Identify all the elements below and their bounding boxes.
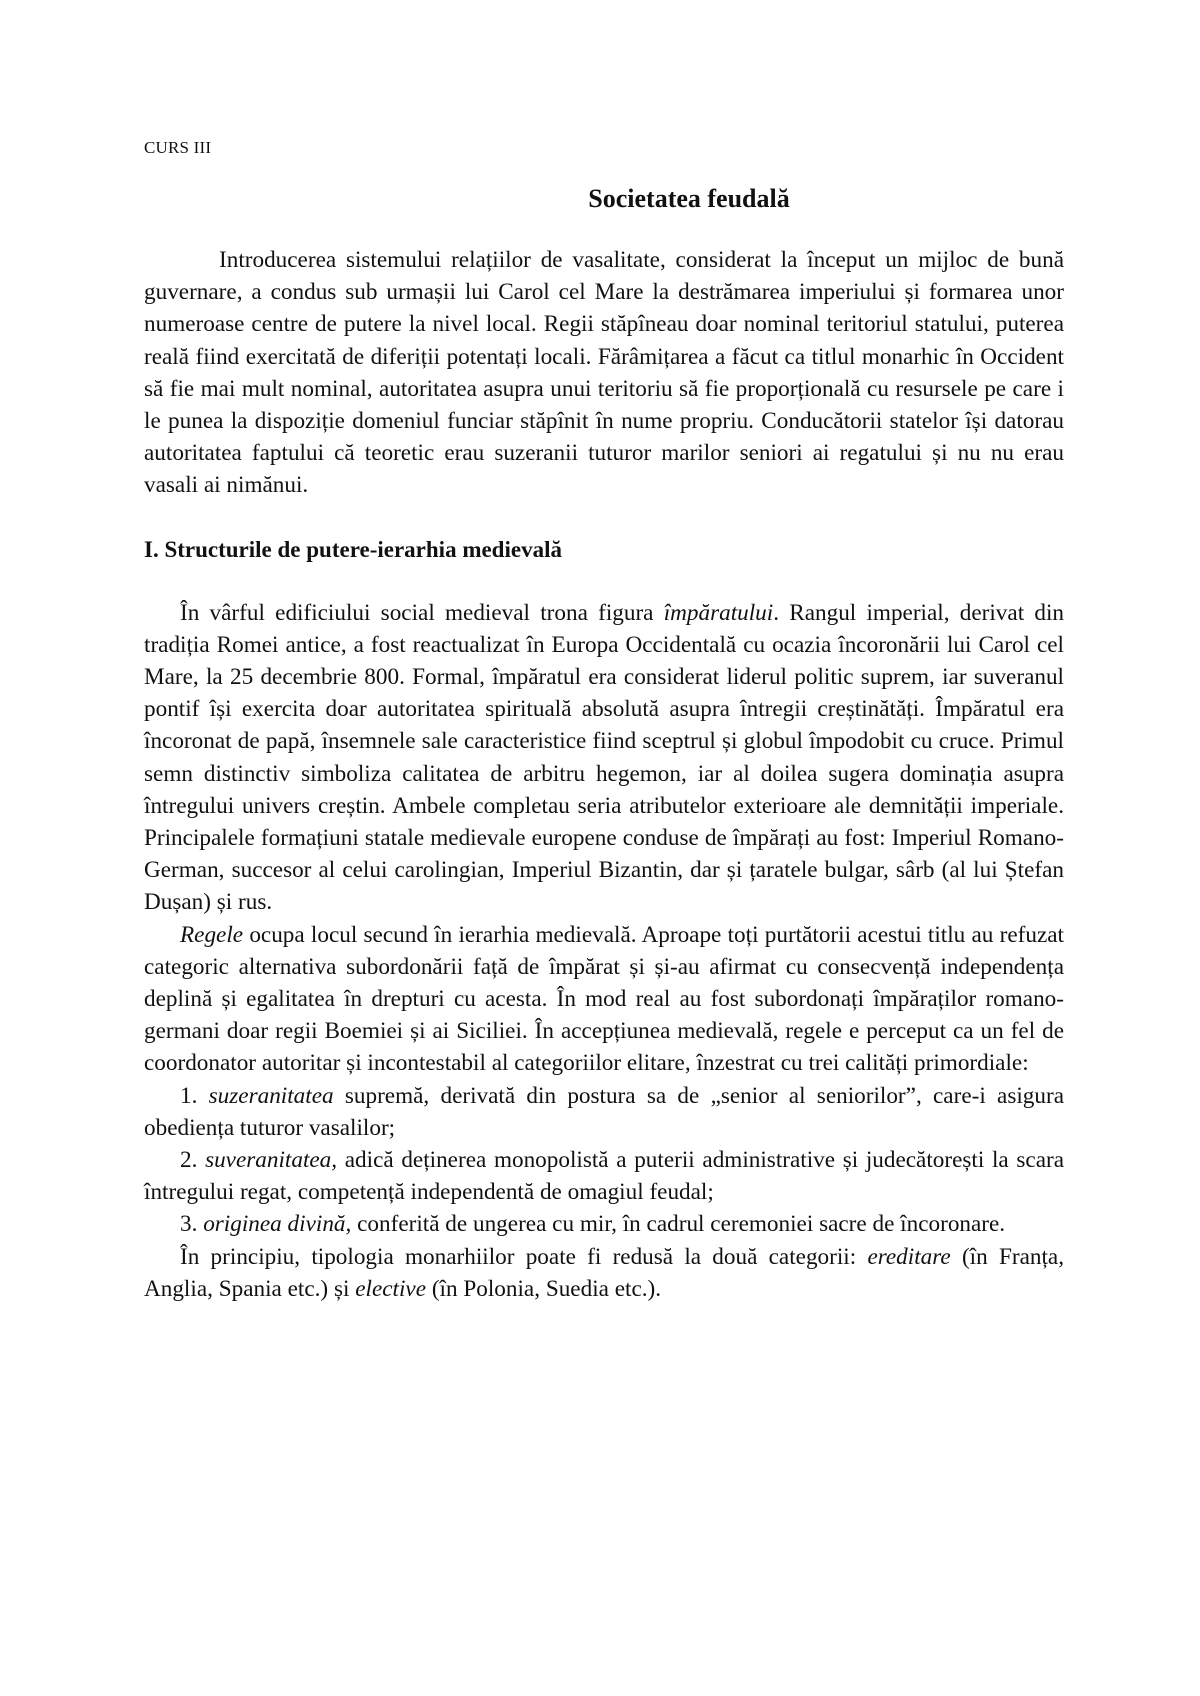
king-paragraph bbox=[144, 919, 1064, 1080]
list-item-term: originea divină, bbox=[203, 1211, 352, 1238]
list-item-term: suveranitatea, bbox=[205, 1147, 338, 1174]
list-item-number: 1. bbox=[180, 1082, 209, 1109]
list-item-number: 2. bbox=[180, 1147, 206, 1174]
list-item-text: conferită de ungerea cu mir, în cadrul ceremoniei sacre de încoronare. bbox=[351, 1211, 1006, 1238]
list-item-text: adică deținerea monopolistă a puterii administrative și judecătorești la scara întregului regat, competență independentă de omagiul feudal; bbox=[144, 1147, 1064, 1206]
emperor-text-before: În vârful edificiului social medieval trona figura bbox=[180, 599, 664, 626]
typology-term-hereditary: ereditare bbox=[867, 1243, 951, 1270]
list-item-number: 3. bbox=[180, 1211, 204, 1238]
typology-text-after: (în Polonia, Suedia etc.). bbox=[426, 1275, 662, 1302]
list-item bbox=[144, 1208, 1064, 1240]
typology-term-elective: elective bbox=[355, 1275, 427, 1302]
typology-paragraph bbox=[144, 1241, 1064, 1305]
list-item bbox=[144, 1080, 1064, 1144]
king-term: Regele bbox=[180, 921, 244, 948]
section-heading: I. Structurile de putere-ierarhia medievală bbox=[144, 536, 562, 562]
document-title: Societatea feudală bbox=[588, 184, 790, 213]
typology-text-mid: (în Franța, Anglia, Spania etc.) și bbox=[144, 1243, 1064, 1302]
intro-paragraph: Introducerea sistemului relațiilor de vasalitate, considerat la început un mijloc de bună guvernare, a condus sub urmașii lui Carol cel Mare la destrămarea imperiului și formarea unor numeroase centre de putere la nivel local. Regii stăpîneau doar nominal teritoriul statului, puterea reală fiind exercitată de diferiții potentați locali. Fărâmițarea a făcut ca titlul monarhic în Occident să fie mai mult nominal, autoritatea asupra unui teritoriu să fie proporțională cu resursele pe care i le punea la dispoziție domeniul funciar stăpînit în nume propriu. Conducătorii statelor își datorau autoritatea faptului că teoretic erau suzeranii tuturor marilor seniori ai regatului și nu nu erau vasali ai nimănui. bbox=[144, 247, 1064, 499]
emperor-text-after: . Rangul imperial, derivat din tradiția Romei antice, a fost reactualizat în Europa Occidentală cu ocazia încoronării lui Carol cel Mare, la 25 decembrie 800. Formal, împăratul era considerat liderul politic suprem, iar suveranul pontif își exercita doar autoritatea spirituală absolută asupra întregii creștinătăți. Împăratul era încoronat de papă, însemnele sale caracteristice fiind sceptrul și globul împodobit cu cruce. Primul semn distinctiv simboliza calitatea de arbitru hegemon, iar al doilea sugera dominația asupra întregului univers creștin. Ambele completau seria atributelor exterioare ale demnității imperiale. Principalele formațiuni statale medievale europene conduse de împărați au fost: Imperiul Romano-German, succesor al celui carolingian, Imperiul Bizantin, dar și țaratele bulgar, sârb (al lui Ștefan Dușan) și rus. bbox=[144, 599, 1064, 916]
list-item-term: suzeranitatea bbox=[208, 1082, 334, 1109]
emperor-paragraph bbox=[144, 597, 1064, 919]
document-page bbox=[144, 138, 1064, 1305]
list-item bbox=[144, 1144, 1064, 1208]
course-label: CURS III bbox=[144, 138, 212, 157]
typology-text-before: În principiu, tipologia monarhiilor poate fi redusă la două categorii: bbox=[180, 1243, 868, 1270]
king-text-after: ocupa locul secund în ierarhia medievală. Aproape toți purtătorii acestui titlu au refuzat categoric alternativa subordonării față de împărat și și-au afirmat cu consecvență independența deplină și egalitatea în drepturi cu acesta. În mod real au fost subordonați împăraților romano-germani doar regii Boemiei și ai Siciliei. În accepțiunea medievală, regele e perceput ca un fel de coordonator autoritar și incontestabil al categoriilor elitare, înzestrat cu trei calități primordiale: bbox=[144, 921, 1064, 1077]
list-item-text: supremă, derivată din postura sa de „senior al seniorilor”, care-i asigura obediența tuturor vasalilor; bbox=[144, 1082, 1064, 1141]
emperor-term: împăratului bbox=[663, 599, 774, 626]
